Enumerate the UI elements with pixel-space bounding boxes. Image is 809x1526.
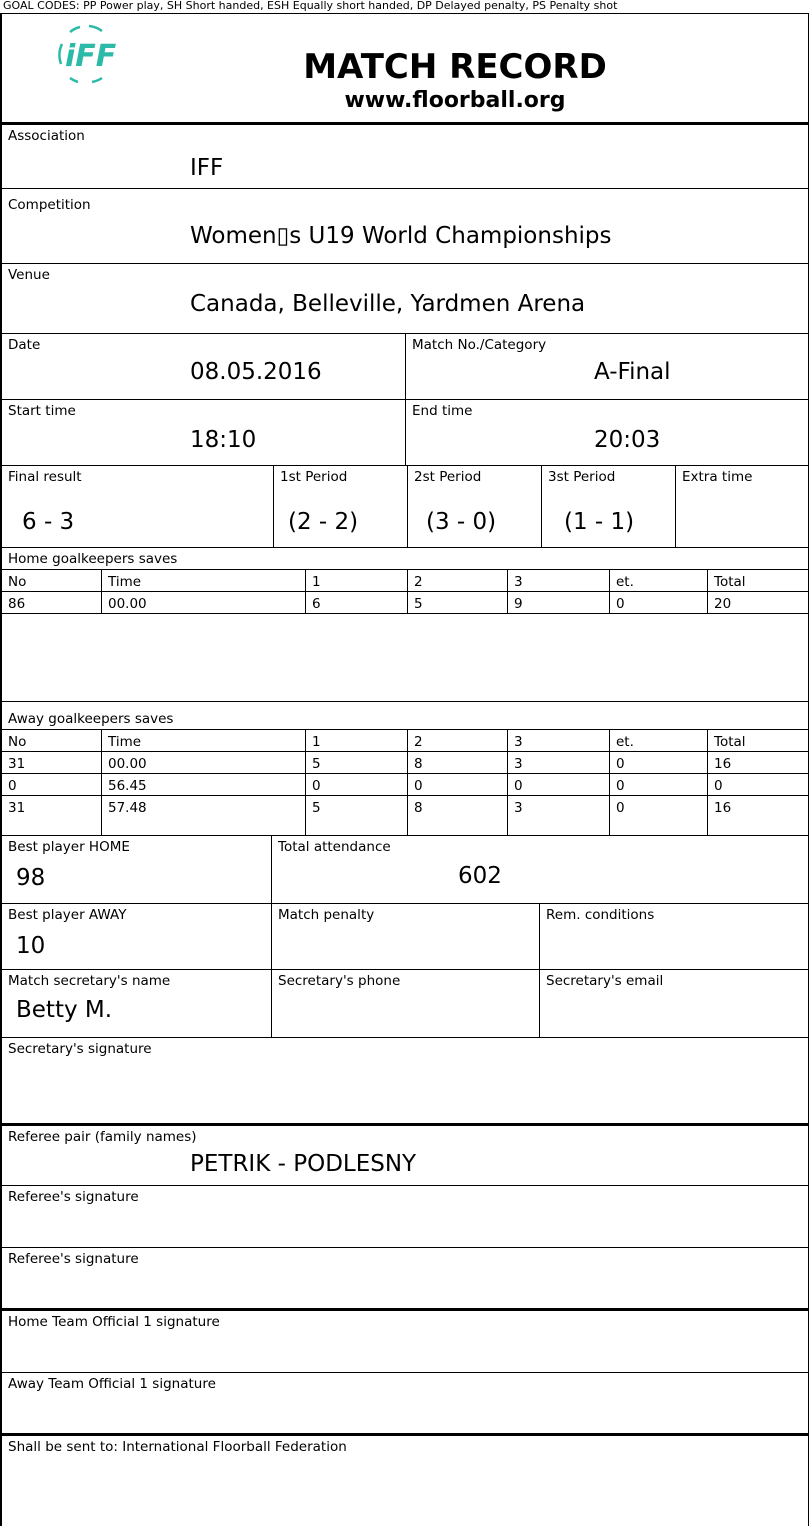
away-gk-header-row-cell — [408, 730, 508, 751]
table-row-text: 20 — [714, 596, 732, 612]
table-row-text: 31 — [8, 756, 26, 772]
period-2-label: 2st Period — [414, 469, 482, 485]
home-gk-header-row-cell — [610, 570, 708, 591]
final-result-cell — [2, 466, 274, 547]
table-row-cell — [306, 752, 408, 773]
table-row-cell — [2, 774, 102, 795]
end-time-value: 20:03 — [594, 427, 661, 453]
start-time-label: Start time — [8, 403, 76, 419]
venue-label: Venue — [8, 267, 50, 283]
best-away-cell — [2, 904, 272, 969]
best-away-row — [2, 904, 808, 970]
home-gk-header-row-text: 3 — [514, 574, 523, 590]
table-row-cell — [2, 796, 102, 835]
table-row-text: 5 — [312, 800, 321, 816]
start-time-cell — [2, 400, 406, 465]
attendance-cell — [272, 836, 808, 903]
period-3-cell — [542, 466, 676, 547]
match-no-value: A-Final — [594, 359, 671, 385]
table-row — [2, 592, 808, 614]
match-no-label: Match No./Category — [412, 337, 547, 353]
send-to-row — [2, 1436, 808, 1526]
referee-pair-row — [2, 1126, 808, 1186]
results-row — [2, 466, 808, 548]
home-gk-header-row-text: 2 — [414, 574, 423, 590]
table-row-cell — [306, 796, 408, 835]
table-row-text: 31 — [8, 800, 26, 816]
table-row-cell — [102, 796, 306, 835]
table-row-text: 56.45 — [108, 778, 147, 794]
table-row-text: 86 — [8, 596, 26, 612]
home-gk-header-row-text: 1 — [312, 574, 321, 590]
logo-text: iFF — [65, 39, 116, 74]
match-penalty-cell — [272, 904, 540, 969]
home-gk-header-row-text: Total — [714, 574, 746, 590]
away-gk-header-row-cell — [508, 730, 610, 751]
period-3-label: 3st Period — [548, 469, 616, 485]
table-row-text: 3 — [514, 800, 523, 816]
date-cell — [2, 334, 406, 399]
table-row-text: 5 — [312, 756, 321, 772]
table-row-text: 16 — [714, 756, 732, 772]
final-result-value: 6 - 3 — [22, 509, 75, 535]
date-row — [2, 334, 808, 400]
venue-row — [2, 264, 808, 334]
table-row-cell — [610, 796, 708, 835]
away-gk-header-row-text: et. — [616, 734, 634, 750]
table-row-cell — [408, 752, 508, 773]
table-row-text: 0 — [616, 756, 625, 772]
period-1-value: (2 - 2) — [288, 509, 359, 535]
table-row-cell — [708, 752, 809, 773]
table-row-text: 0 — [312, 778, 321, 794]
secretary-signature-label: Secretary's signature — [8, 1041, 152, 1057]
home-gk-header-row-cell — [102, 570, 306, 591]
association-label: Association — [8, 128, 85, 144]
table-row-cell — [102, 752, 306, 773]
table-row-text: 0 — [414, 778, 423, 794]
table-row-text: 0 — [8, 778, 17, 794]
away-gk-header-row-text: Time — [108, 734, 142, 750]
away-gk-header-row-text: 3 — [514, 734, 523, 750]
home-gk-header-row-cell — [708, 570, 809, 591]
best-home-row — [2, 836, 808, 904]
home-gk-header-row — [2, 570, 808, 592]
home-gk-header-row-text: No — [8, 574, 27, 590]
away-gk-header-row-cell — [708, 730, 809, 751]
extra-time-label: Extra time — [682, 469, 753, 485]
table-row-cell — [408, 774, 508, 795]
attendance-label: Total attendance — [278, 839, 391, 855]
home-gk-header-row-text: et. — [616, 574, 634, 590]
table-row-cell — [610, 592, 708, 613]
away-gk-header-row-cell — [306, 730, 408, 751]
home-official-row — [2, 1311, 808, 1373]
secretary-email-cell — [540, 970, 808, 1037]
table-row — [2, 774, 808, 796]
referee-pair-label: Referee pair (family names) — [8, 1129, 197, 1145]
table-row-text: 00.00 — [108, 756, 147, 772]
referee-signature-row-1 — [2, 1186, 808, 1248]
end-time-cell — [406, 400, 808, 465]
away-gk-header-row-cell — [2, 730, 102, 751]
table-row-cell — [610, 752, 708, 773]
match-penalty-label: Match penalty — [278, 907, 375, 923]
home-gk-header-row-text: Time — [108, 574, 142, 590]
time-row — [2, 400, 808, 466]
table-row-text: 16 — [714, 800, 732, 816]
table-row-cell — [508, 796, 610, 835]
home-official-label: Home Team Official 1 signature — [8, 1314, 220, 1330]
home-gk-header-row-cell — [508, 570, 610, 591]
away-gk-header-row-text: No — [8, 734, 27, 750]
away-official-row — [2, 1373, 808, 1436]
extra-time-cell — [676, 466, 808, 547]
rem-conditions-cell — [540, 904, 808, 969]
referee-signature-label-1: Referee's signature — [8, 1189, 139, 1205]
table-row-cell — [610, 774, 708, 795]
table-row-text: 0 — [616, 596, 625, 612]
federation-url: www.floorball.org — [344, 88, 566, 113]
table-row-cell — [102, 774, 306, 795]
table-row-cell — [708, 796, 809, 835]
table-row-cell — [2, 752, 102, 773]
header — [2, 14, 808, 125]
table-row-cell — [102, 592, 306, 613]
end-time-label: End time — [412, 403, 473, 419]
home-gk-header-row-cell — [2, 570, 102, 591]
secretary-name-cell — [2, 970, 272, 1037]
period-1-cell — [274, 466, 408, 547]
table-row-cell — [306, 774, 408, 795]
period-2-value: (3 - 0) — [426, 509, 497, 535]
secretary-phone-label: Secretary's phone — [278, 973, 401, 989]
away-gk-header-row-text: Total — [714, 734, 746, 750]
table-row-cell — [508, 752, 610, 773]
rem-conditions-label: Rem. conditions — [546, 907, 655, 923]
table-row-text: 0 — [714, 778, 723, 794]
match-no-cell — [406, 334, 808, 399]
table-row-text: 8 — [414, 800, 423, 816]
table-row-text: 8 — [414, 756, 423, 772]
secretary-signature-row — [2, 1038, 808, 1126]
best-home-cell — [2, 836, 272, 903]
table-row-text: 6 — [312, 596, 321, 612]
referee-pair-value: PETRIK - PODLESNY — [190, 1151, 417, 1177]
table-row-text: 57.48 — [108, 800, 147, 816]
home-gk-header-row-cell — [306, 570, 408, 591]
best-away-value: 10 — [16, 933, 46, 959]
table-row-text: 0 — [514, 778, 523, 794]
table-row-cell — [408, 592, 508, 613]
secretary-email-label: Secretary's email — [546, 973, 664, 989]
table-row-cell — [508, 774, 610, 795]
table-row-text: 5 — [414, 596, 423, 612]
period-1-label: 1st Period — [280, 469, 348, 485]
home-gk-blank-area — [2, 614, 808, 702]
final-result-label: Final result — [8, 469, 82, 485]
table-row-cell — [708, 774, 809, 795]
away-gk-header-row-cell — [102, 730, 306, 751]
competition-row — [2, 194, 808, 264]
away-gk-title-row — [2, 702, 808, 730]
table-row-text: 00.00 — [108, 596, 147, 612]
secretary-name-value: Betty M. — [16, 997, 113, 1023]
away-gk-header-row — [2, 730, 808, 752]
send-to-label: Shall be sent to: International Floorball Federation — [8, 1439, 347, 1455]
secretary-row — [2, 970, 808, 1038]
goal-codes-legend: GOAL CODES: PP Power play, SH Short handed, ESH Equally short handed, DP Delayed penalty, PS Penalty shot — [3, 0, 618, 12]
start-time-value: 18:10 — [190, 427, 257, 453]
home-gk-title: Home goalkeepers saves — [8, 551, 178, 567]
attendance-value: 602 — [458, 863, 502, 889]
table-row-cell — [708, 592, 809, 613]
home-gk-header-row-cell — [408, 570, 508, 591]
away-gk-header-row-text: 2 — [414, 734, 423, 750]
secretary-name-label: Match secretary's name — [8, 973, 171, 989]
period-3-value: (1 - 1) — [564, 509, 635, 535]
table-row-text: 3 — [514, 756, 523, 772]
page-title: MATCH RECORD — [303, 47, 607, 87]
association-value: IFF — [190, 155, 224, 181]
table-row-text: 0 — [616, 800, 625, 816]
away-gk-header-row-cell — [610, 730, 708, 751]
home-gk-title-row — [2, 548, 808, 570]
match-record-sheet — [0, 13, 809, 1526]
period-2-cell — [408, 466, 542, 547]
table-row — [2, 752, 808, 774]
table-row-text: 9 — [514, 596, 523, 612]
table-row-cell — [408, 796, 508, 835]
secretary-phone-cell — [272, 970, 540, 1037]
away-gk-header-row-text: 1 — [312, 734, 321, 750]
table-row — [2, 796, 808, 836]
table-row-cell — [306, 592, 408, 613]
best-home-value: 98 — [16, 865, 46, 891]
away-gk-title: Away goalkeepers saves — [8, 711, 174, 727]
away-official-label: Away Team Official 1 signature — [8, 1376, 216, 1392]
date-label: Date — [8, 337, 41, 353]
best-home-label: Best player HOME — [8, 839, 130, 855]
venue-value: Canada, Belleville, Yardmen Arena — [190, 291, 586, 317]
table-row-cell — [2, 592, 102, 613]
date-value: 08.05.2016 — [190, 359, 322, 385]
table-row-text: 0 — [616, 778, 625, 794]
competition-value: Women▯s U19 World Championships — [190, 223, 612, 249]
table-row-cell — [508, 592, 610, 613]
referee-signature-label-2: Referee's signature — [8, 1251, 139, 1267]
referee-signature-row-2 — [2, 1248, 808, 1311]
competition-label: Competition — [8, 197, 91, 213]
association-row — [2, 125, 808, 189]
best-away-label: Best player AWAY — [8, 907, 127, 923]
